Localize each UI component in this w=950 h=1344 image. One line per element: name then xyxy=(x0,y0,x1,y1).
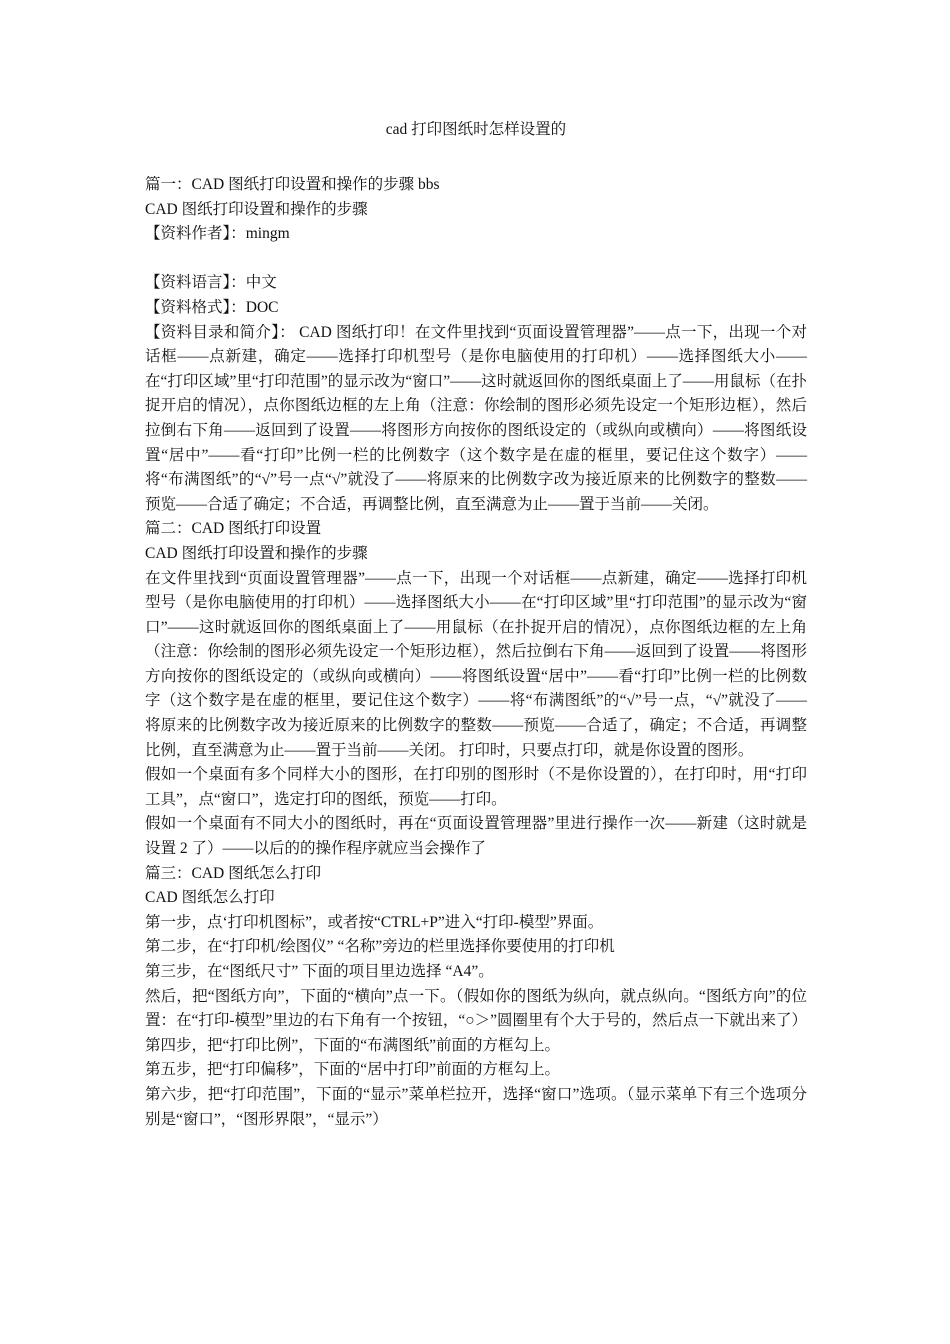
document-title: cad 打印图纸时怎样设置的 xyxy=(385,121,567,138)
paragraph: 第六步，把“打印范围”，下面的“显示”菜单栏拉开，选择“窗口”选项。（显示菜单下有三个选项分别是“窗口”，“图形界限”，“显示”） xyxy=(145,1085,807,1128)
document-body xyxy=(145,173,807,1132)
paragraph: 第一步，点‘打印机图标”，或者按“CTRL+P”进入“打印-模型”界面。 xyxy=(145,913,604,931)
paragraph: 假如一个桌面有多个同样大小的图形，在打印别的图形时（不是你设置的），在打印时，用“打印工具”，点“窗口”，选定打印的图纸，预览——打印。 xyxy=(145,766,807,808)
paragraph: 第四步，把“打印比例”，下面的“布满图纸”前面的方框勾上。 xyxy=(145,1036,561,1054)
paragraph: 【资料格式】：DOC xyxy=(145,298,279,316)
paragraph: 第二步，在“打印机/绘图仪” “名称”旁边的栏里选择你要使用的打印机 xyxy=(145,938,615,956)
section-heading: 篇二：CAD 图纸打印设置 xyxy=(145,520,322,538)
paragraph: 假如一个桌面有不同大小的图纸时，再在“页面设置管理器”里进行操作一次——新建（这时就是设置 2 了）——以后的的操作程序就应当会操作了 xyxy=(145,815,807,858)
paragraph: 在文件里找到“页面设置管理器”——点一下，出现一个对话框——点新建，确定——选择打印机型号（是你电脑使用的打印机）——选择图纸大小——在“打印区域”里“打印范围”的显示改为“窗口”——这时就返回你的图纸桌面上了——用鼠标（在扑捉开启的情况），点你图纸边框的左上角（注意：你绘制的图形必须先设定一个矩形边框），然后拉倒右下角——返回到了设置——将图形方向按你的图纸设定的（或纵向或横向）——将图纸设置“居中”——看“打印”比例一栏的比例数字（这个数字是在虚的框里，要记住这个数字）——将“布满图纸”的“√”号一点，“√”就没了——将原来的比例数字改为接近原来的比例数字的整数——预览——合适了，确定；不合适，再调整比例，直至满意为止——置于当前——关闭。 打印时，只要点打印，就是你设置的图形。 xyxy=(145,569,807,759)
paragraph: 然后，把“图纸方向”，下面的“横向”点一下。（假如你的图纸为纵向，就点纵向。“图纸方向”的位置：在“打印-模型”里边的右下角有一个按钮，“○＞”圆圈里有个大于号的，然后点一下就出来了） xyxy=(145,987,808,1030)
paragraph: CAD 图纸怎么打印 xyxy=(145,889,275,907)
blank-line xyxy=(145,247,807,272)
paragraph: CAD 图纸打印设置和操作的步骤 xyxy=(145,544,368,562)
paragraph: 篇一：CAD 图纸打印设置和操作的步骤 bbs xyxy=(145,176,440,193)
paragraph: 第三步，在“图纸尺寸” 下面的项目里边选择 “A4”。 xyxy=(145,963,494,980)
paragraph: CAD 图纸打印设置和操作的步骤 xyxy=(145,200,368,218)
section-heading: 篇三：CAD 图纸怎么打印 xyxy=(145,864,322,882)
paragraph: 【资料作者】：mingm xyxy=(145,225,290,243)
paragraph: 第五步，把“打印偏移”，下面的“居中打印”前面的方框勾上。 xyxy=(145,1061,561,1079)
paragraph: 【资料语言】：中文 xyxy=(145,274,277,292)
paragraph: 【资料目录和简介】： CAD 图纸打印！在文件里找到“页面设置管理器”——点一下，出现一个对话框——点新建，确定——选择打印机型号（是你电脑使用的打印机）——选择图纸大小——在“打印区域”里“打印范围”的显示改为“窗口”——这时就返回你的图纸桌面上了——用鼠标（在扑捉开启的情况），点你图纸边框的左上角（注意：你绘制的图形必须先设定一个矩形边框），然后拉倒右下角——返回到了设置——将图形方向按你的图纸设定的（或纵向或横向）——将图纸设置“居中”——看“打印”比例一栏的比例数字（这个数字是在虚的框里，要记住这个数字）——将“布满图纸”的“√”号一点“√”就没了——将原来的比例数字改为接近原来的比例数字的整数——预览——合适了确定；不合适，再调整比例，直至满意为止——置于当前——关闭。 xyxy=(145,323,807,513)
